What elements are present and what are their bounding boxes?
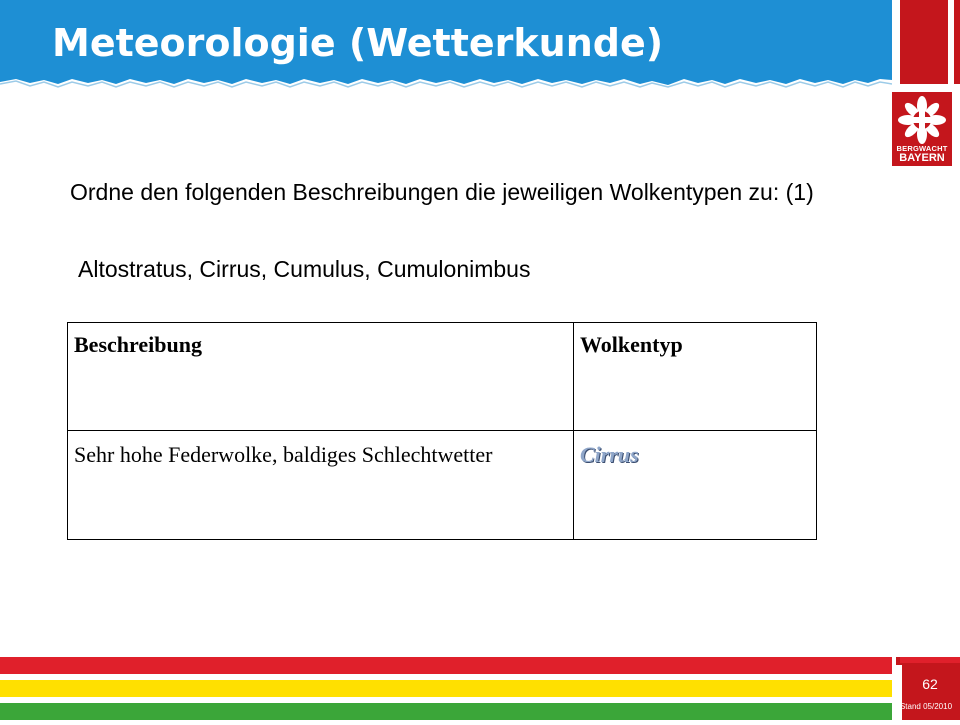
page-title: Meteorologie (Wetterkunde) bbox=[52, 21, 664, 65]
page-number: 62 bbox=[922, 676, 938, 692]
table-header-row bbox=[68, 323, 817, 431]
cell-beschreibung: Sehr hohe Federwolke, baldiges Schlechtwetter bbox=[68, 431, 574, 540]
instruction-text: Ordne den folgenden Beschreibungen die jeweiligen Wolkentypen zu: (1) bbox=[70, 179, 814, 205]
logo-text-bayern: BAYERN bbox=[899, 152, 945, 164]
footer-stripe-green bbox=[0, 703, 892, 720]
cell-wolkentyp bbox=[574, 431, 817, 540]
cloud-table bbox=[67, 322, 817, 540]
table-row bbox=[68, 431, 817, 540]
column-header-beschreibung: Beschreibung bbox=[68, 323, 574, 431]
edelweiss-icon bbox=[898, 96, 946, 144]
footer-stripe-yellow bbox=[0, 680, 892, 697]
bergwacht-logo bbox=[892, 92, 952, 166]
header-banner bbox=[0, 0, 960, 110]
stand-date: Stand 05/2010 bbox=[899, 702, 953, 711]
column-header-wolkentyp: Wolkentyp bbox=[574, 323, 817, 431]
answer-cirrus: Cirrus bbox=[580, 442, 639, 467]
logo-text-bergwacht: BERGWACHT bbox=[896, 144, 948, 153]
footer-stripe-red bbox=[0, 657, 892, 674]
cloud-type-options: Altostratus, Cirrus, Cumulus, Cumulonimbus bbox=[78, 256, 531, 282]
